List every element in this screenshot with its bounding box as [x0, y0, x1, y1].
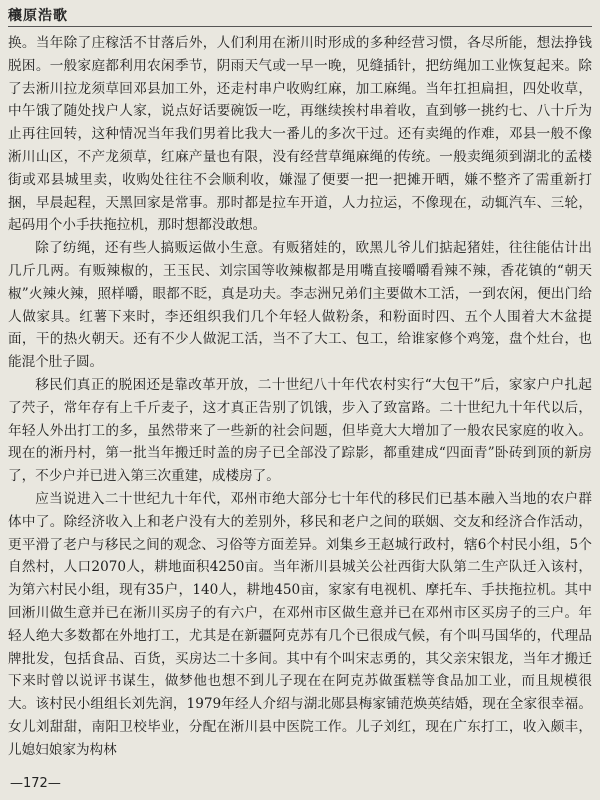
paragraph: 换。当年除了庄稼活不甘落后外，人们利用在淅川时形成的多种经营习惯，各尽所能，想法挣钱脱困。一般家庭都利用农闲季节，阴雨天气或一早一晚，见缝插针，把纺绳加工业恢复起来。除了去淅川拉龙须草回邓县加工外，还走村串户收购红麻，加工麻绳。当年扛担扁担，四处收草，中午饿了随处找户人家，说点好话要碗饭一吃，再继续挨村串着收，直到够一挑约七、八十斤为止再往回转，这种情况当年我们男着比我大一番儿的多次干过。还有卖绳的作难，邓县一般不像淅川山区，不产龙须草，红麻产量也有限，没有经营草绳麻绳的传统。一般卖绳须到湖北的孟楼街或邓县城里卖，收购处往往不会顺利收，嫌湿了便要一把一把摊开晒，嫌不整齐了需重新打捆，早晨起程，天黑回家是常事。那时都是拉车开道，人力拉运，不像现在，动辄汽车、三轮，起码用个小手扶拖拉机，那时想都没敢想。 — [8, 35, 592, 234]
page-number: —172— — [10, 776, 61, 791]
running-header — [8, 4, 592, 27]
paragraph: 应当说进入二十世纪九十年代，邓州市绝大部分七十年代的移民们已基本融入当地的农户群体中了。除经济收入上和老户没有大的差别外，移民和老户之间的联姻、交友和经济合作活动，更平滑了老户与移民之间的观念、习俗等方面差异。刘集乡王赵城行政村，辖6个村民小组，5个自然村，人口2070人，耕地面积4250亩。当年淅川县城关公社西街大队第二生产队迁入该村，为第六村民小组，现有35户，140人，耕地450亩，家家有电视机、摩托车、手扶拖拉机。其中回淅川做生意并已在淅川买房子的有六户，在邓州市区做生意并已在邓州市区买房子的三户。年轻人绝大多数都在外地打工，尤其是在新疆阿克苏有几个已很成气候，有个叫马国华的，代理品牌批发，包括食品、百货，买房达二十多间。其中有个叫宋志勇的，其父亲宋银龙，当年才搬迁下来时曾以说评书谋生，做梦他也想不到儿子现在在阿克苏做蛋糕等食品加工业，而且规模很大。该村民小组组长刘先润，1979年经人介绍与湖北郧县梅家铺范焕英结婚，现在全家很幸福。女儿刘甜甜，南阳卫校毕业，分配在淅川县中医院工作。儿子刘红，现在广东打工，收入颇丰，儿媳妇娘家为构林 — [8, 490, 592, 758]
book-title: 穰原浩歌 — [8, 8, 68, 24]
paragraph: 除了纺绳，还有些人搞贩运做小生意。有贩猪娃的，欧黑儿爷儿们掂起猪娃，往往能估计出几斤几两。有贩辣椒的，王玉民、刘宗国等收辣椒都是用嘴直接嚼嚼看辣不辣，香花镇的“朝天椒”火辣火辣，照样嚼，眼都不眨，真是功夫。李志洲兄弟们主要做木工活，一到农闲，便出门给人做家具。红薯下来时，李还组织我们几个年轻人做粉条，和粉面时四、五个人围着大木盆提面，干的热火朝天。还有不少人做泥工活，当不了大工、包工，给谁家修个鸡笼，盘个灶台，也能混个肚子圆。 — [8, 240, 592, 371]
page-body — [8, 32, 592, 768]
paragraph: 移民们真正的脱困还是靠改革开放，二十世纪八十年代农村实行“大包干”后，家家户户扎起了茓子，常年存有上千斤麦子，这才真正告别了饥饿，步入了致富路。二十世纪九十年代以后，年轻人外出打工的多，虽然带来了一些新的社会问题，但毕竟大大增加了一般农民家庭的收入。现在的淅丹村，第一批当年搬迁时盖的房子已全部没了踪影，都重建成“四面青”卧砖到顶的新房了，不少户并已进入第三次重建，成楼房了。 — [8, 376, 592, 485]
